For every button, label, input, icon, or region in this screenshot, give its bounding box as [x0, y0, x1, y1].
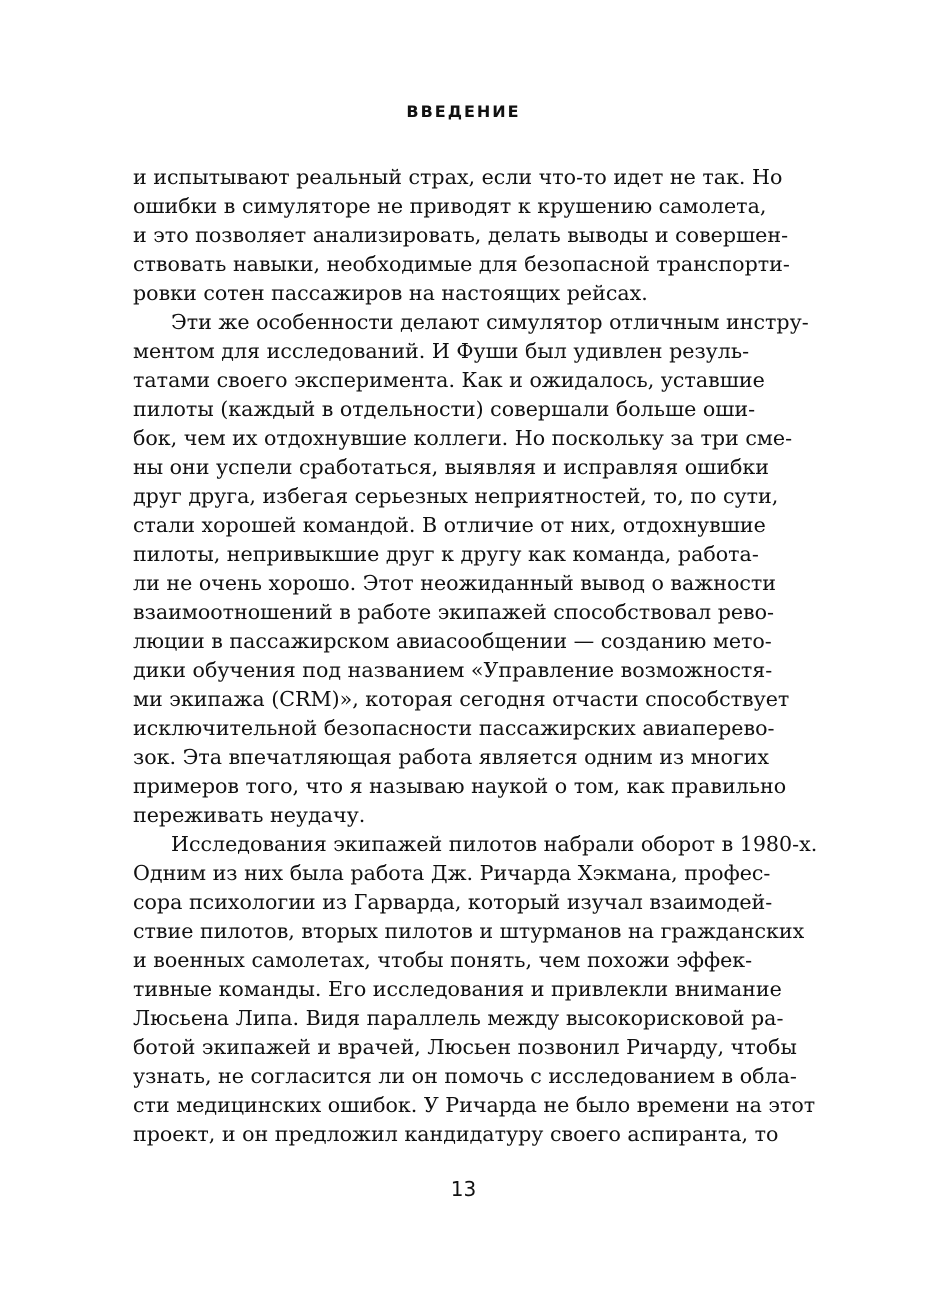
text-line: бок, чем их отдохнувшие коллеги. Но поскольку за три сме-	[133, 426, 793, 450]
text-line: сора психологии из Гарварда, который изучал взаимодей-	[133, 890, 773, 914]
text-line: Люсьена Липа. Видя параллель между высокорисковой ра-	[133, 1006, 784, 1030]
paragraph-start-line: Исследования экипажей пилотов набрали оборот в 1980-х.	[171, 832, 818, 856]
text-line: и испытывают реальный страх, если что-то идет не так. Но	[133, 165, 783, 189]
text-line: пилоты (каждый в отдельности) совершали больше оши-	[133, 397, 756, 421]
body-text	[133, 163, 818, 1149]
text-line: проект, и он предложил кандидатуру своего аспиранта, то	[133, 1122, 779, 1146]
text-line: ствовать навыки, необходимые для безопасной транспорти-	[133, 252, 790, 276]
page-number: 13	[450, 1177, 477, 1201]
paragraph-start-line: Эти же особенности делают симулятор отличным инстру-	[171, 310, 809, 334]
text-line: переживать неудачу.	[133, 803, 366, 827]
running-header: ВВЕДЕНИЕ	[406, 102, 521, 121]
text-line: узнать, не согласится ли он помочь с исследованием в обла-	[133, 1064, 797, 1088]
text-line: взаимоотношений в работе экипажей способствовал рево-	[133, 600, 775, 624]
text-line: пилоты, непривыкшие друг к другу как команда, работа-	[133, 542, 759, 566]
text-line: ментом для исследований. И Фуши был удивлен резуль-	[133, 339, 750, 363]
text-line: татами своего эксперимента. Как и ожидалось, уставшие	[133, 368, 765, 392]
text-line: ботой экипажей и врачей, Люсьен позвонил Ричарду, чтобы	[133, 1035, 797, 1059]
text-line: исключительной безопасности пассажирских авиаперево-	[133, 716, 775, 740]
text-line: ли не очень хорошо. Этот неожиданный вывод о важности	[133, 571, 777, 595]
text-line: и военных самолетах, чтобы понять, чем похожи эффек-	[133, 948, 753, 972]
text-line: зок. Эта впечатляющая работа является одним из многих	[133, 745, 769, 769]
text-line: Одним из них была работа Дж. Ричарда Хэкмана, профес-	[133, 861, 771, 885]
text-line: сти медицинских ошибок. У Ричарда не было времени на этот	[133, 1093, 816, 1117]
text-line: стали хорошей командой. В отличие от них, отдохнувшие	[133, 513, 766, 537]
text-line: и это позволяет анализировать, делать выводы и совершен-	[133, 223, 789, 247]
text-line: тивные команды. Его исследования и привлекли внимание	[133, 977, 782, 1001]
text-line: ошибки в симуляторе не приводят к крушению самолета,	[133, 194, 767, 218]
text-line: ми экипажа (CRM)», которая сегодня отчасти способствует	[133, 687, 790, 711]
text-line: ны они успели сработаться, выявляя и исправляя ошибки	[133, 455, 770, 479]
text-line: друг друга, избегая серьезных неприятностей, то, по сути,	[133, 484, 779, 508]
text-line: примеров того, что я называю наукой о том, как правильно	[133, 774, 787, 798]
text-line: люции в пассажирском авиасообщении — созданию мето-	[133, 629, 772, 653]
text-line: ровки сотен пассажиров на настоящих рейсах.	[133, 281, 648, 305]
text-line: ствие пилотов, вторых пилотов и штурманов на гражданских	[133, 919, 805, 943]
text-line: дики обучения под названием «Управление возможностя-	[133, 658, 773, 682]
